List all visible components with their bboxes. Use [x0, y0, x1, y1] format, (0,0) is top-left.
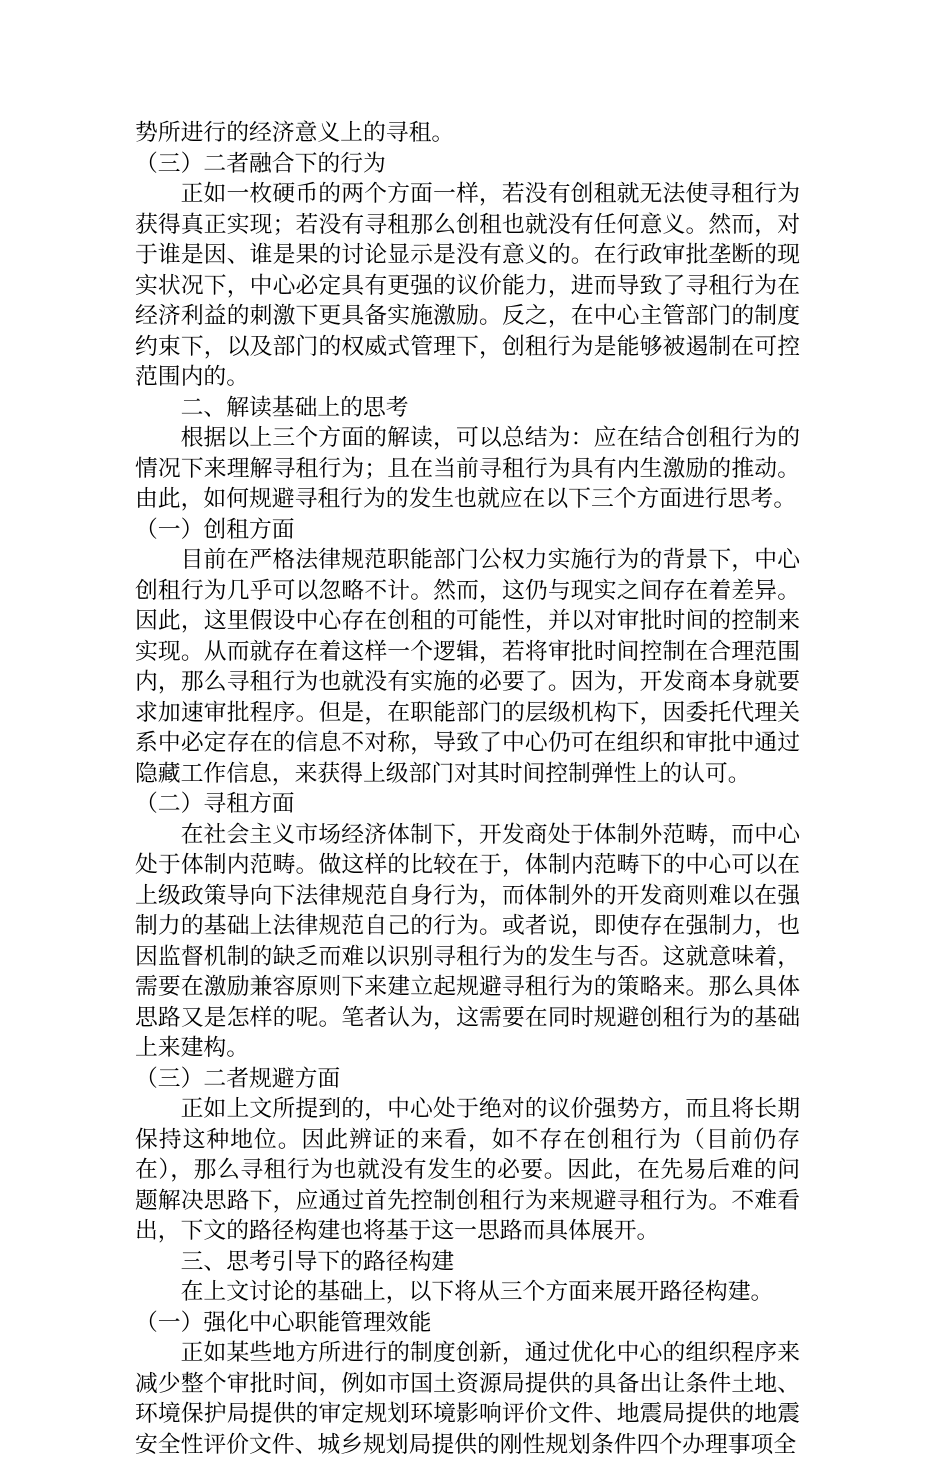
paragraph-path-intro: 在上文讨论的基础上，以下将从三个方面来展开路径构建。	[180, 1279, 774, 1305]
subheading-rent-creation: （一）创租方面	[135, 516, 295, 543]
paragraph-summary: 根据以上三个方面的解读，可以总结为：应在结合创租行为的情况下来理解寻租行为；且在当前寻租行为具有内生激励的推动。由此，如何规避寻租行为的发生也就应在以下三个方面进行思考。	[135, 425, 800, 512]
paragraph-rent-creation: 目前在严格法律规范职能部门公权力实施行为的背景下，中心创租行为几乎可以忽略不计。然而，这仍与现实之间存在着差异。因此，这里假设中心存在创租的可能性，并以对审批时间的控制来实现。从而就存在着这样一个逻辑，若将审批时间控制在合理范围内，那么寻租行为也就没有实施的必要了。因为，开发商本身就要求加速审批程序。但是，在职能部门的层级机构下，因委托代理关系中必定存在的信息不对称，导致了中心仍可在组织和审批中通过隐藏工作信息，来获得上级部门对其时间控制弹性上的认可。	[135, 547, 800, 787]
paragraph-coin-analogy: 正如一枚硬币的两个方面一样，若没有创租就无法使寻租行为获得真正实现；若没有寻租那么创租也就没有任何意义。然而，对于谁是因、谁是果的讨论显示是没有意义的。在行政审批垄断的现实状况下，中心必定具有更强的议价能力，进而导致了寻租行为在经济利益的刺激下更具备实施激励。反之，在中心主管部门的制度约束下，以及部门的权威式管理下，创租行为是能够被遏制在可控范围内的。	[135, 181, 800, 390]
heading-section-three: 三、思考引导下的路径构建	[180, 1248, 455, 1275]
subheading-rent-seeking: （二）寻租方面	[135, 791, 295, 817]
subheading-avoidance: （三）二者规避方面	[135, 1065, 341, 1092]
paragraph-institutional-innovation: 正如某些地方所进行的制度创新，通过优化中心的组织程序来减少整个审批时间，例如市国土资源局提供的具备出让条件土地、环境保护局提供的审定规划环境影响评价文件、地震局提供的地震安全性评价文件、城乡规划局提供的刚性规划条件四个办理事项全	[135, 1340, 800, 1458]
heading-section-two: 二、解读基础上的思考	[180, 394, 409, 421]
subheading-strengthen-center: （一）强化中心职能管理效能	[135, 1309, 432, 1336]
paragraph-continuation: 势所进行的经济意义上的寻租。	[135, 120, 455, 146]
paragraph-avoidance: 正如上文所提到的，中心处于绝对的议价强势方，而且将长期保持这种地位。因此辨证的来看，如不存在创租行为（目前仍存在），那么寻租行为也就没有发生的必要。因此，在先易后难的问题解决思路下，应通过首先控制创租行为来规避寻租行为。不难看出，下文的路径构建也将基于这一思路而具体展开。	[135, 1096, 800, 1244]
subheading-integration: （三）二者融合下的行为	[135, 150, 386, 177]
paragraph-rent-seeking: 在社会主义市场经济体制下，开发商处于体制外范畴，而中心处于体制内范畴。做这样的比较在于，体制内范畴下的中心可以在上级政策导向下法律规范自身行为，而体制外的开发商则难以在强制力的基础上法律规范自己的行为。或者说，即使存在强制力，也因监督机制的缺乏而难以识别寻租行为的发生与否。这就意味着，需要在激励兼容原则下来建立起规避寻租行为的策略来。那么具体思路又是怎样的呢。笔者认为，这需要在同时规避创租行为的基础上来建构。	[135, 821, 800, 1061]
document-body	[135, 118, 800, 1460]
